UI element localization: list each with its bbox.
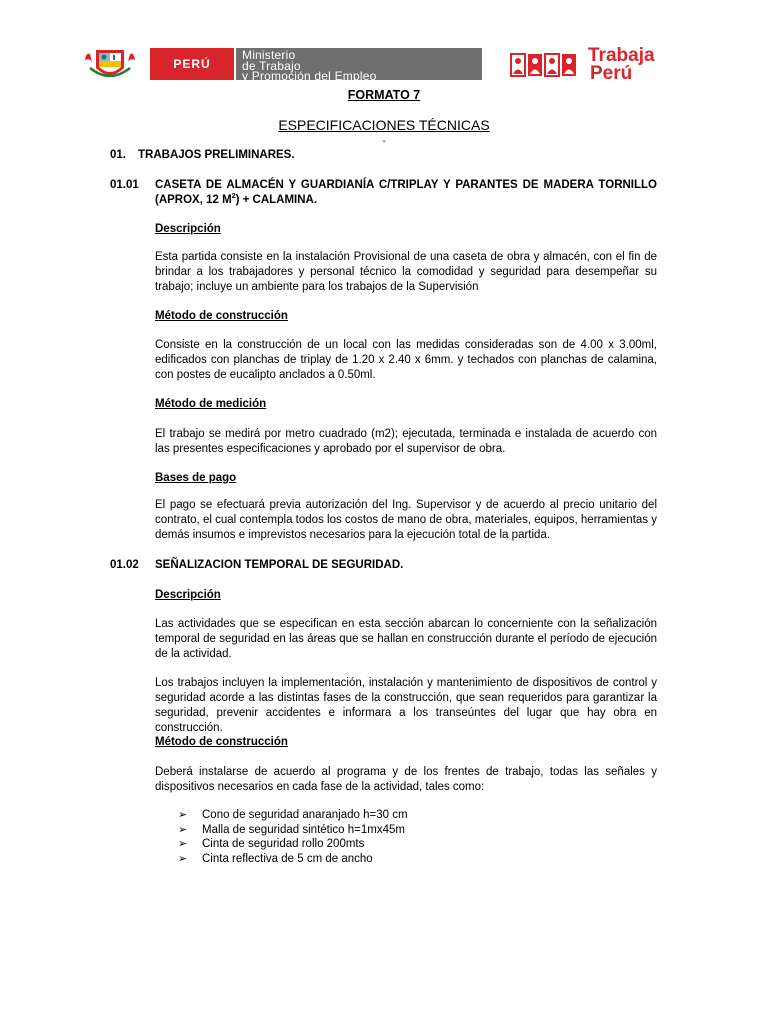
arrow-bullet-icon: ➢ [178, 852, 188, 865]
section-number: 01. [110, 149, 126, 161]
format-label: FORMATO 7 [347, 88, 421, 102]
superscript: 2 [231, 193, 236, 200]
paragraph: El trabajo se medirá por metro cuadrado (m2); ejecutada, terminada e instalada de acuerdo con las presentes especificaciones y aprobado por el supervisor de obra. [155, 428, 657, 455]
paragraph: Esta partida consiste en la instalación Provisional de una caseta de obra y almacén, con el fin de brindar a los trabajadores y personal técnico la comodidad y seguridad para desempeñar su trabajo; incluye un ambiente para los trabajos de la Supervisión [155, 251, 657, 293]
list-item-text: Cinta reflectiva de 5 cm de ancho [202, 852, 373, 865]
wordmark-line: Trabaja [588, 45, 655, 66]
document-title: ESPECIFICACIONES TÉCNICAS [278, 117, 490, 133]
section-title: SEÑALIZACION TEMPORAL DE SEGURIDAD. [155, 559, 404, 571]
section-number: 01.02 [110, 559, 139, 571]
arrow-bullet-icon: ➢ [178, 838, 188, 850]
section-number: 01.01 [110, 179, 139, 191]
arrow-bullet-icon: ➢ [178, 809, 188, 821]
arrow-bullet-icon: ➢ [178, 823, 188, 836]
subheading-descripcion: Descripción [155, 589, 221, 601]
section-title: TRABAJOS PRELIMINARES. [138, 149, 295, 161]
ministry-name [236, 48, 482, 83]
subheading-metodo-medicion: Método de medición [155, 398, 267, 410]
title-text: (APROX, 12 M [155, 193, 232, 206]
ministry-line: y Promoción del Empleo [242, 69, 377, 83]
section-title: CASETA DE ALMACÉN Y GUARDIANÍA C/TRIPLAY Y PARANTES DE MADERA TORNILLO [155, 179, 657, 191]
list-item-text: Cinta de seguridad rollo 200mts [202, 838, 365, 850]
paragraph: Los trabajos incluyen la implementación, instalación y mantenimiento de dispositivos de control y seguridad acorde a las distintas fases de la construcción, que sean requeridos para garantizar la seguridad, prevenir accidentes e informara a los transeúntes del lugar que hay obra en construcción. [155, 677, 657, 734]
subheading-metodo-construccion: Método de construcción [155, 736, 288, 748]
paragraph: Deberá instalarse de acuerdo al programa y de los frentes de trabajo, todas las señales y dispositivos necesarios en cada fase de la actividad, tales como: [155, 766, 657, 793]
title-dash: - [382, 136, 386, 147]
trabaja-peru-wordmark [588, 47, 655, 83]
subheading-bases-pago: Bases de pago [155, 472, 237, 484]
subheading-metodo-construccion: Método de construcción [155, 310, 288, 322]
safety-items-list [178, 808, 408, 866]
paragraph: El pago se efectuará previa autorización del Ing. Supervisor y de acuerdo al precio unitario del contrato, el cual contempla todos los costos de mano de obra, materiales, equipos, herramientas y demás insumos e imprevistos necesarios para la ejecución total de la partida. [155, 499, 657, 541]
paragraph: Las actividades que se especifican en esta sección abarcan lo concerniente con la señalización temporal de seguridad en las áreas que se hallan en construcción durante el período de ejecución de la actividad. [155, 618, 657, 660]
ministry-line: de Trabajo [242, 58, 301, 73]
title-text: ) + CALAMINA. [235, 193, 318, 206]
trabaja-peru-logo-icon [510, 50, 580, 80]
list-item [178, 852, 408, 867]
list-item [178, 808, 408, 823]
peru-coat-of-arms-icon [84, 48, 136, 82]
list-item-text: Cono de seguridad anaranjado h=30 cm [202, 809, 408, 821]
wordmark-line: Perú [590, 63, 633, 84]
section-title-line2 [155, 193, 317, 206]
list-item-text: Malla de seguridad sintético h=1mx45m [202, 823, 405, 836]
subheading-descripcion: Descripción [155, 223, 221, 235]
list-item [178, 837, 408, 852]
peru-label: PERÚ [150, 48, 234, 80]
list-item [178, 823, 408, 838]
paragraph: Consiste en la construcción de un local con las medidas consideradas son de 4.00 x 3.00ml, edificados con planchas de triplay de 1.20 x 2.40 x 6mm. y techados con planchas de calamina, con postes de eucalipto anclados a 0.50ml. [155, 339, 657, 381]
ministry-line: Ministerio [242, 48, 296, 62]
